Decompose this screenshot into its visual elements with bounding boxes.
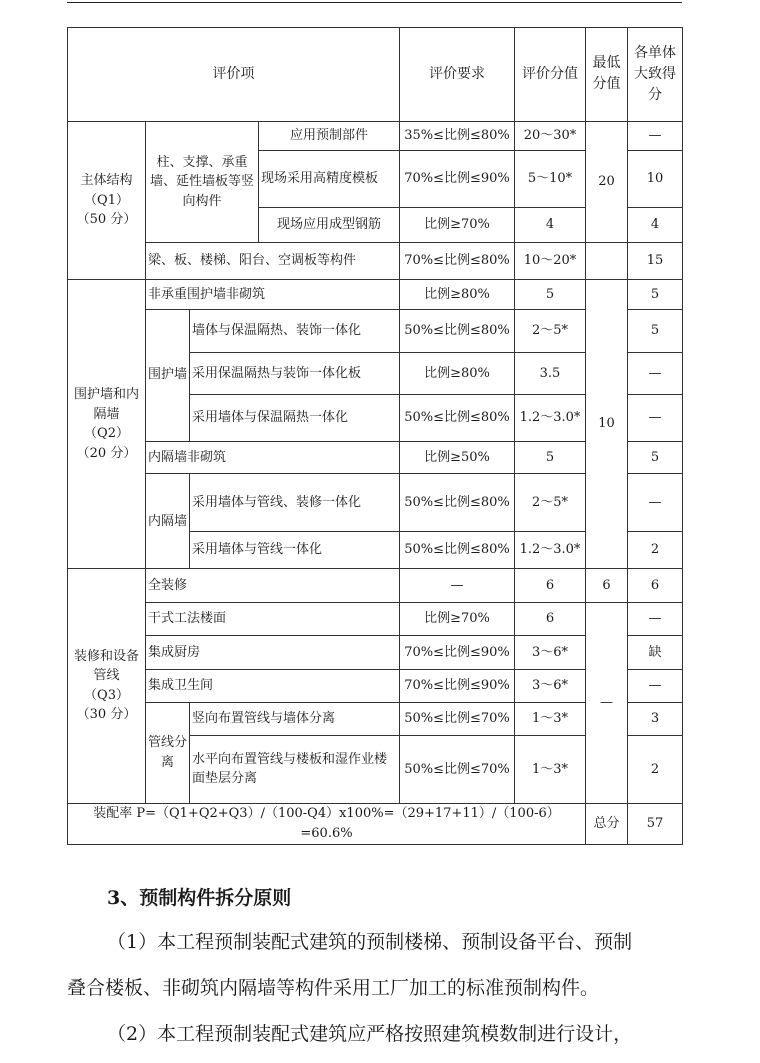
- q1-row2-req: 70%≤比例≤90%: [400, 151, 515, 208]
- q3-category: 装修和设备管线: [73, 648, 139, 684]
- header-item: 评价项: [68, 28, 400, 122]
- q2-row7-item: 采用墙体与管线一体化: [190, 532, 400, 569]
- q3-row1-score: 6: [515, 569, 586, 603]
- table-row: [68, 280, 683, 310]
- q2-row5-each: 5: [628, 441, 683, 474]
- q3-row4-item: 集成卫生间: [146, 669, 400, 702]
- q3-row5-req: 50%≤比例≤70%: [400, 702, 515, 735]
- q2-row6-each: —: [628, 474, 683, 532]
- table-row: [68, 603, 683, 636]
- q3-row1-req: —: [400, 569, 515, 603]
- q1-category-cell: [68, 121, 146, 279]
- q3-row6-item: 水平向布置管线与楼板和湿作业楼面垫层分离: [190, 735, 400, 803]
- q2-row2-each: 5: [628, 309, 683, 352]
- q1-row4-each: 15: [628, 243, 683, 280]
- q2-row4-each: —: [628, 395, 683, 441]
- q2-row2-score: 2～5*: [515, 309, 586, 352]
- footer-total-label: 总分: [586, 803, 628, 844]
- footer-total-value: 57: [628, 803, 683, 844]
- paragraph-1-line-1: （1）本工程预制装配式建筑的预制楼梯、预制设备平台、预制: [107, 931, 633, 953]
- q3-row5-score: 1～3*: [515, 702, 586, 735]
- q2-row5-score: 5: [515, 441, 586, 474]
- q3-code: （Q3）: [84, 687, 129, 703]
- q3-row6-each: 2: [628, 735, 683, 803]
- q1-row1-each: —: [628, 121, 683, 151]
- q3-row3-item: 集成厨房: [146, 636, 400, 670]
- q2-row6-req: 50%≤比例≤80%: [400, 474, 515, 532]
- q2-category-cell: [68, 280, 146, 569]
- q2-row3-each: —: [628, 353, 683, 395]
- q1-row4-score: 10～20*: [515, 243, 586, 280]
- q1-code: （Q1）: [84, 192, 129, 208]
- q2-points: （20 分）: [76, 445, 137, 461]
- q3-min: —: [586, 603, 628, 804]
- header-min-score: 最低分值: [586, 28, 628, 122]
- q1-row3-req: 比例≥70%: [400, 208, 515, 243]
- q3-row4-score: 3～6*: [515, 669, 586, 702]
- q3-row1-item: 全装修: [146, 569, 400, 603]
- q1-row3-each: 4: [628, 208, 683, 243]
- header-score: 评价分值: [515, 28, 586, 122]
- table-footer-row: [68, 803, 683, 844]
- q2-row1-each: 5: [628, 280, 683, 310]
- top-rule: [67, 2, 682, 3]
- q1-row2-item: 现场采用高精度模板: [259, 151, 400, 208]
- q2-row4-score: 1.2～3.0*: [515, 395, 586, 441]
- q1-row4-item: 梁、板、楼梯、阳台、空调板等构件: [146, 243, 400, 280]
- q2-row1-item: 非承重围护墙非砌筑: [146, 280, 400, 310]
- q3-row3-score: 3～6*: [515, 636, 586, 670]
- q1-points: （50 分）: [76, 212, 137, 228]
- q3-category-cell: [68, 569, 146, 804]
- header-each-score: 各单体大致得分: [628, 28, 683, 122]
- table-header-row: [68, 28, 683, 122]
- q2-row7-each: 2: [628, 532, 683, 569]
- footer-formula: 装配率 P=（Q1+Q2+Q3）/（100-Q4）x100%=（29+17+11）/（100-6）=60.6%: [68, 803, 586, 844]
- q1-row2-score: 5～10*: [515, 151, 586, 208]
- q2-row3-score: 3.5: [515, 353, 586, 395]
- q2-row1-score: 5: [515, 280, 586, 310]
- q3-row2-req: 比例≥70%: [400, 603, 515, 636]
- q3-sub-pipe: 管线分离: [146, 702, 190, 803]
- q1-row4-min-empty: [586, 243, 628, 280]
- q2-row4-req: 50%≤比例≤80%: [400, 395, 515, 441]
- q1-row4-req: 70%≤比例≤80%: [400, 243, 515, 280]
- q2-row2-item: 墙体与保温隔热、装饰一体化: [190, 309, 400, 352]
- q3-row6-score: 1～3*: [515, 735, 586, 803]
- q3-row2-each: —: [628, 603, 683, 636]
- header-requirement: 评价要求: [400, 28, 515, 122]
- q1-row2-each: 10: [628, 151, 683, 208]
- q2-row7-score: 1.2～3.0*: [515, 532, 586, 569]
- q3-points: （30 分）: [76, 707, 137, 723]
- q1-row1-req: 35%≤比例≤80%: [400, 121, 515, 151]
- q2-row7-req: 50%≤比例≤80%: [400, 532, 515, 569]
- q3-row4-req: 70%≤比例≤90%: [400, 669, 515, 702]
- q1-min: 20: [586, 121, 628, 242]
- q1-row3-item: 现场应用成型钢筋: [259, 208, 400, 243]
- q2-row3-req: 比例≥80%: [400, 353, 515, 395]
- q1-row1-item: 应用预制部件: [259, 121, 400, 151]
- q2-row5-req: 比例≥50%: [400, 441, 515, 474]
- table-row: [68, 569, 683, 603]
- paragraph-1-line-2: 叠合楼板、非砌筑内隔墙等构件采用工厂加工的标准预制构件。: [67, 977, 600, 999]
- q2-sub-enclosure: 围护墙: [146, 309, 190, 441]
- paragraph-2-line-1: （2）本工程预制装配式建筑应严格按照建筑模数制进行设计，: [107, 1023, 633, 1045]
- q1-row3-score: 4: [515, 208, 586, 243]
- q2-row6-score: 2～5*: [515, 474, 586, 532]
- table-row: [68, 243, 683, 280]
- q1-sub-vertical: 柱、支撑、承重墙、延性墙板等竖向构件: [146, 121, 259, 242]
- q3-row5-each: 3: [628, 702, 683, 735]
- q3-row2-item: 干式工法楼面: [146, 603, 400, 636]
- q3-row4-each: —: [628, 669, 683, 702]
- q2-row4-item: 采用墙体与保温隔热一体化: [190, 395, 400, 441]
- q1-category: 主体结构: [80, 173, 133, 189]
- section-heading: 3、预制构件拆分原则: [107, 887, 292, 909]
- q2-sub-inner: 内隔墙: [146, 474, 190, 569]
- prefab-rate-table: [67, 27, 683, 845]
- q3-row1-each: 6: [628, 569, 683, 603]
- q2-row2-req: 50%≤比例≤80%: [400, 309, 515, 352]
- q2-row1-req: 比例≥80%: [400, 280, 515, 310]
- q2-code: （Q2）: [84, 426, 129, 442]
- q3-row3-each: 缺: [628, 636, 683, 670]
- q3-row6-req: 50%≤比例≤70%: [400, 735, 515, 803]
- q2-row6-item: 采用墙体与管线、装修一体化: [190, 474, 400, 532]
- q3-row1-min: 6: [586, 569, 628, 603]
- q2-category: 围护墙和内隔墙: [73, 387, 139, 422]
- q3-row3-req: 70%≤比例≤90%: [400, 636, 515, 670]
- q2-row5-item: 内隔墙非砌筑: [146, 441, 400, 474]
- q1-row1-score: 20～30*: [515, 121, 586, 151]
- table-row: [68, 121, 683, 151]
- q3-row5-item: 竖向布置管线与墙体分离: [190, 702, 400, 735]
- q2-row3-item: 采用保温隔热与装饰一体化板: [190, 353, 400, 395]
- q2-min: 10: [586, 280, 628, 569]
- q3-row2-score: 6: [515, 603, 586, 636]
